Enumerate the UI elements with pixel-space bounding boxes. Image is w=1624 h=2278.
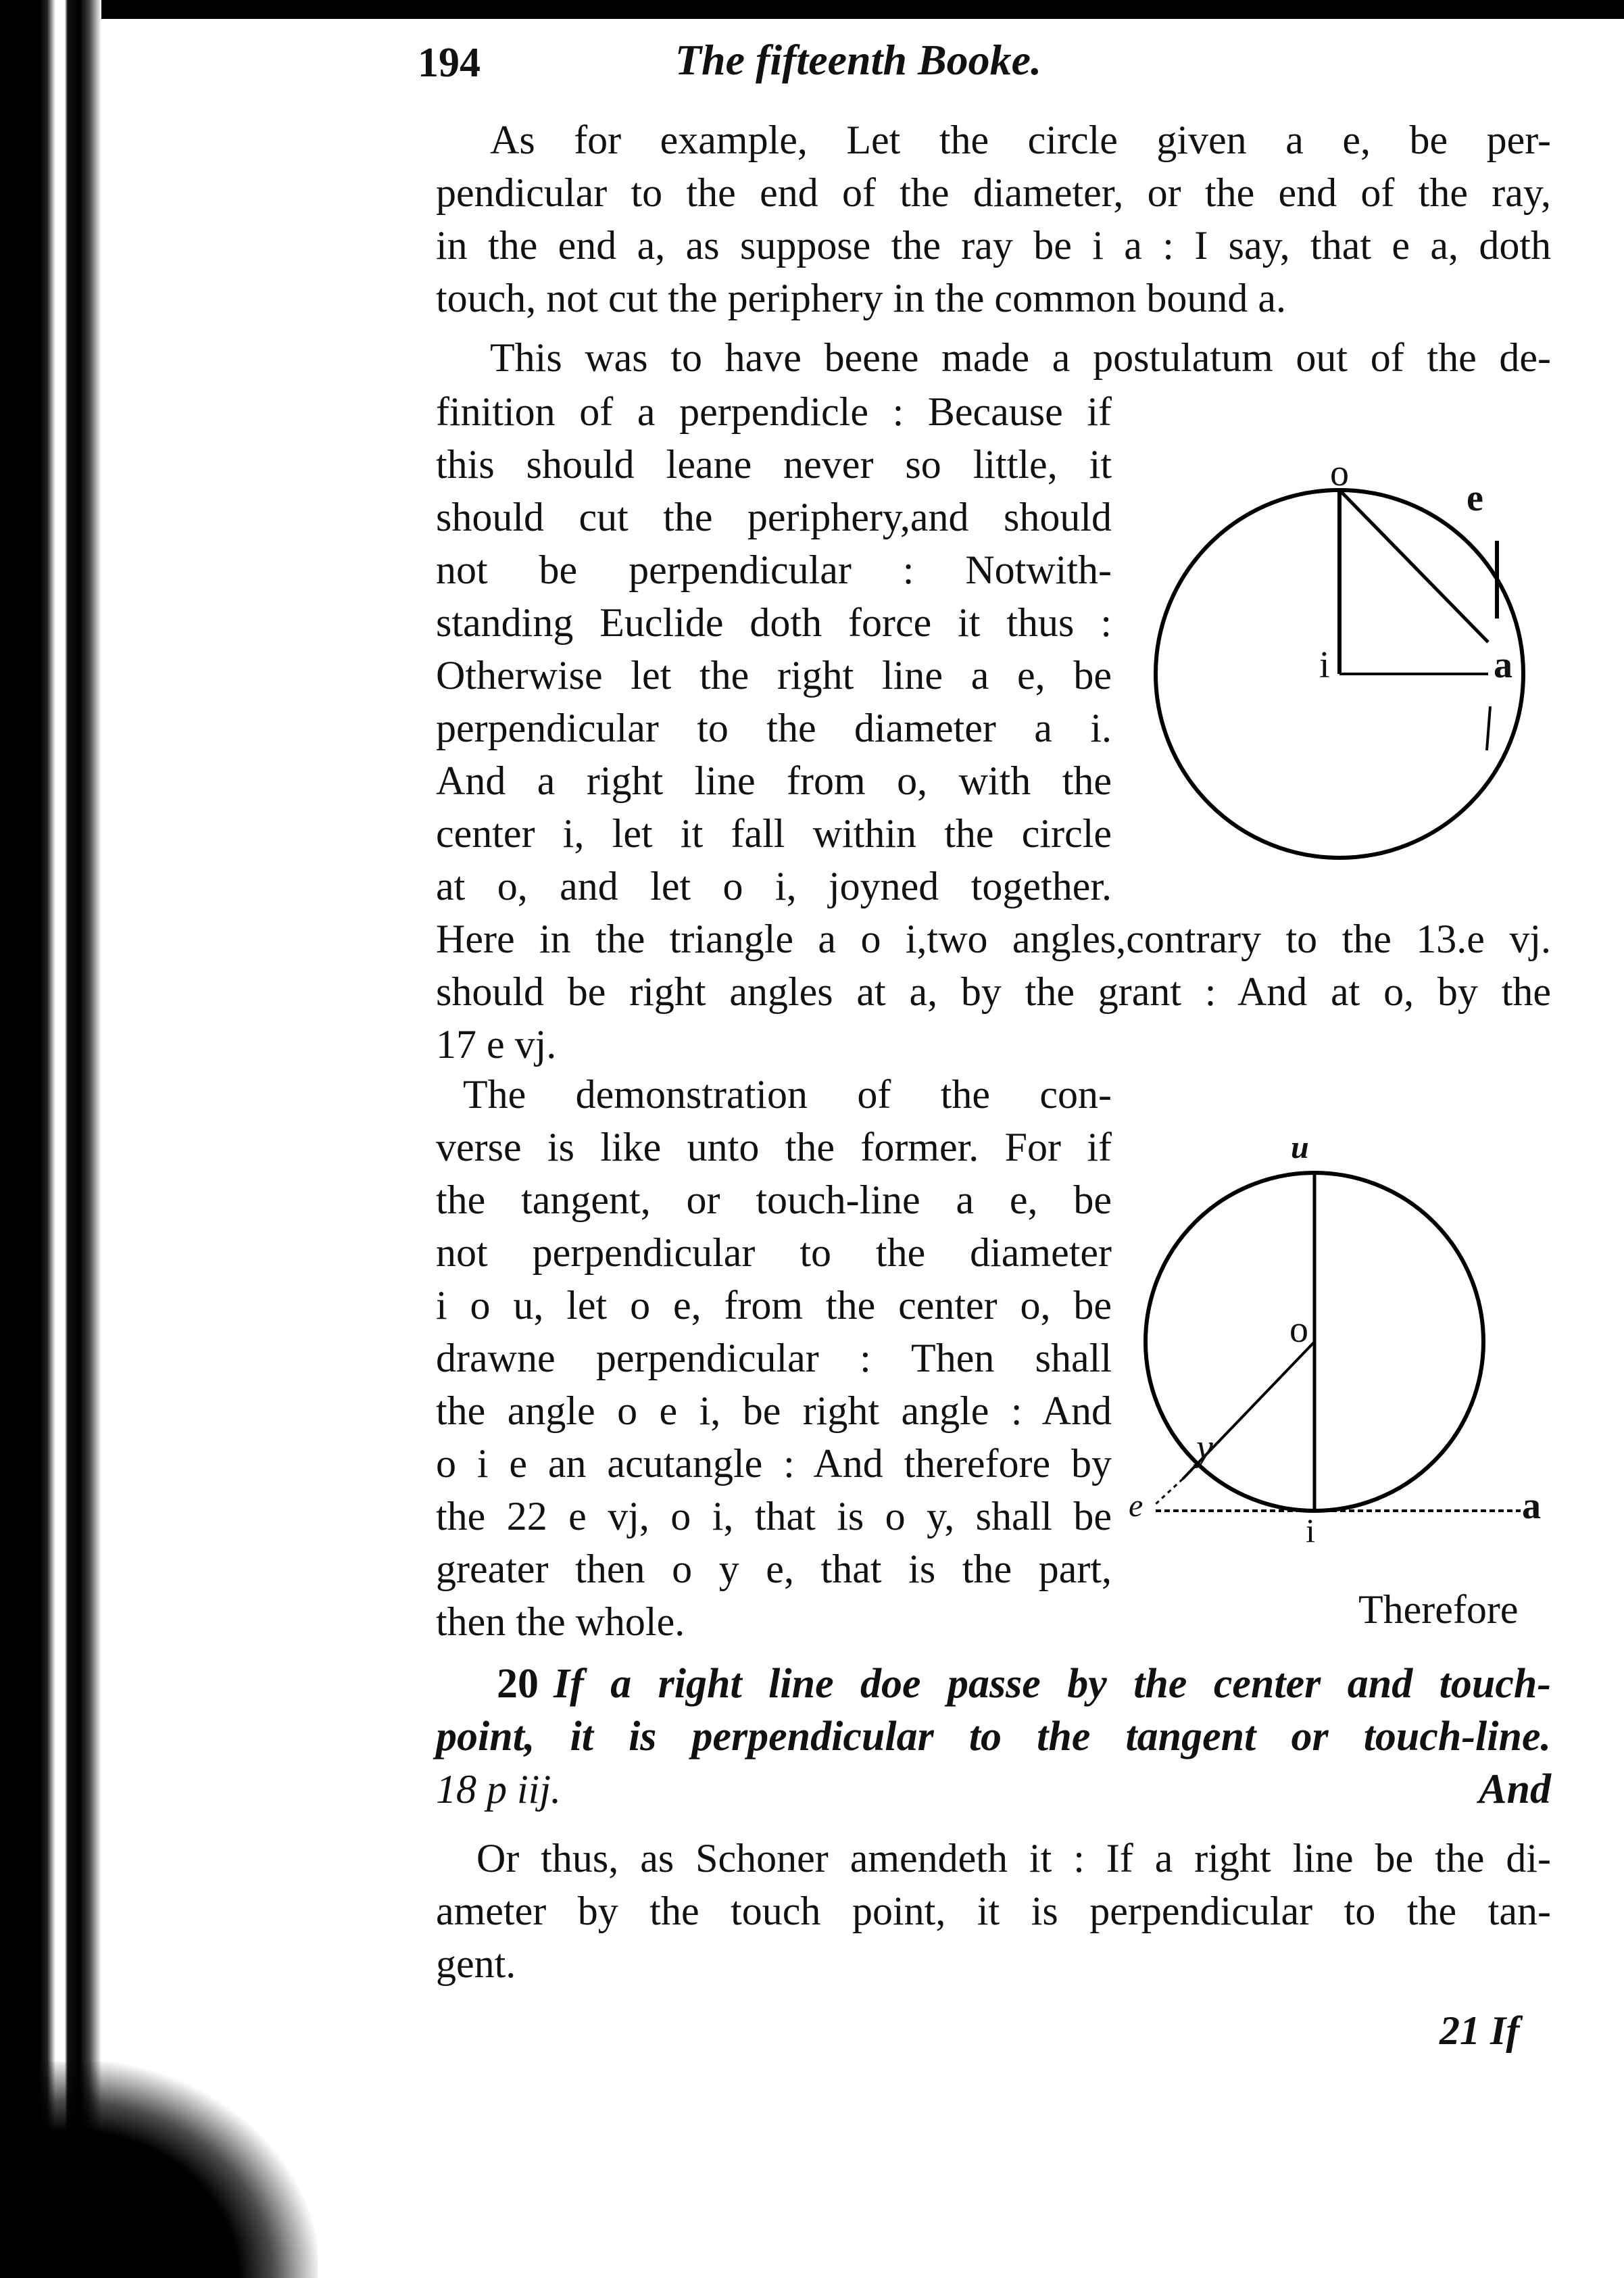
text-line: in the end a, as suppose the ray be i a : I say, that e a, doth xyxy=(436,223,1551,268)
label-o: o xyxy=(1330,452,1349,494)
text-line: gent. xyxy=(436,1941,516,1986)
label-y: y xyxy=(1196,1427,1213,1469)
paragraph-4 xyxy=(436,1832,1551,1990)
text-line: And a right line from o, with the xyxy=(436,758,1112,803)
figure-2-svg xyxy=(1129,1149,1575,1555)
paragraph-2-tail xyxy=(436,913,1551,1071)
proposition-20 xyxy=(436,1657,1551,1816)
tangent-lower xyxy=(1487,706,1490,750)
text-line: should cut the periphery,and should xyxy=(436,495,1112,539)
text-line: the angle o e i, be right angle : And xyxy=(436,1388,1112,1433)
text-line: Otherwise let the right line a e, be xyxy=(436,653,1112,698)
text-line: ameter by the touch point, it is perpendicular to the tan- xyxy=(436,1889,1551,1933)
text-line: As for example, Let the circle given a e, be per- xyxy=(490,118,1551,162)
text-line: the 22 e vj, o i, that is o y, shall be xyxy=(436,1494,1112,1538)
text-line: verse is like unto the former. For if xyxy=(436,1125,1112,1169)
label-a: a xyxy=(1494,644,1512,686)
text-line: i o u, let o e, from the center o, be xyxy=(436,1283,1112,1328)
text-line: finition of a perpendicle : Because if xyxy=(436,389,1112,434)
text-line: This was to have beene made a postulatum out of the de- xyxy=(490,335,1551,380)
paragraph-3-column xyxy=(436,1068,1112,1648)
text-line: the tangent, or touch-line a e, be xyxy=(436,1178,1112,1222)
text-line xyxy=(436,1657,1551,1710)
text-line: at o, and let o i, joyned together. xyxy=(436,864,1112,908)
text-line: perpendicular to the diameter a i. xyxy=(436,706,1112,750)
ink-blot xyxy=(0,2062,318,2278)
text-line: not perpendicular to the diameter xyxy=(436,1230,1112,1275)
text-line: then the whole. xyxy=(436,1599,685,1644)
proposition-text: If a right line doe passe by the center and touch- xyxy=(553,1661,1551,1707)
scan-top-edge xyxy=(0,0,1624,19)
label-e: e xyxy=(1467,477,1483,519)
text-line: touch, not cut the periphery in the common bound a. xyxy=(436,276,1287,320)
text-line: pendicular to the end of the diameter, or the end of the ray, xyxy=(436,170,1551,215)
text-line: should be right angles at a, by the grant : And at o, by the xyxy=(436,969,1551,1014)
label-u: u xyxy=(1291,1130,1309,1165)
paragraph-1 xyxy=(436,114,1551,324)
label-a: a xyxy=(1522,1485,1541,1527)
text-line: The demonstration of the con- xyxy=(463,1072,1112,1117)
text-line: not be perpendicular : Notwith- xyxy=(436,548,1112,592)
text-line: drawne perpendicular : Then shall xyxy=(436,1336,1112,1380)
label-e: e xyxy=(1129,1488,1143,1524)
text-line: greater then o y e, that is the part, xyxy=(436,1547,1112,1591)
catchword-therefore: Therefore xyxy=(1358,1587,1519,1632)
label-o: o xyxy=(1289,1309,1308,1351)
figure-converse-circle xyxy=(1129,1130,1575,1555)
text-line: this should leane never so little, it xyxy=(436,442,1112,487)
figure-tangent-circle xyxy=(1149,452,1554,872)
text-line: center i, let it fall within the circle xyxy=(436,811,1112,856)
footer-catchword: 21 If xyxy=(1440,2008,1520,2053)
page-number: 194 xyxy=(418,40,481,86)
running-title: The fifteenth Booke. xyxy=(674,36,1042,84)
proposition-number: 20 xyxy=(497,1661,539,1707)
text-line: 17 e vj. xyxy=(436,1022,557,1067)
label-i: i xyxy=(1319,644,1330,686)
text-line: Or thus, as Schoner amendeth it : If a right line be the di- xyxy=(476,1836,1551,1881)
chord-oa xyxy=(1339,490,1488,642)
book-spine-shadow xyxy=(0,0,101,2274)
line-ye xyxy=(1156,1479,1183,1504)
catchword-and: And xyxy=(1479,1766,1551,1812)
text-line: o i e an acutangle : And therefore by xyxy=(436,1441,1112,1486)
label-i: i xyxy=(1306,1511,1315,1549)
reference: 18 p iij. xyxy=(436,1767,562,1812)
text-line: Here in the triangle a o i,two angles,contrary to the 13.e vj. xyxy=(436,917,1551,961)
paragraph-2-opening xyxy=(436,331,1551,384)
text-line: standing Euclide doth force it thus : xyxy=(436,600,1112,645)
text-line: point, it is perpendicular to the tangent or touch-line. xyxy=(436,1714,1551,1760)
paragraph-2-column xyxy=(436,385,1112,913)
reference-line xyxy=(436,1763,1551,1816)
